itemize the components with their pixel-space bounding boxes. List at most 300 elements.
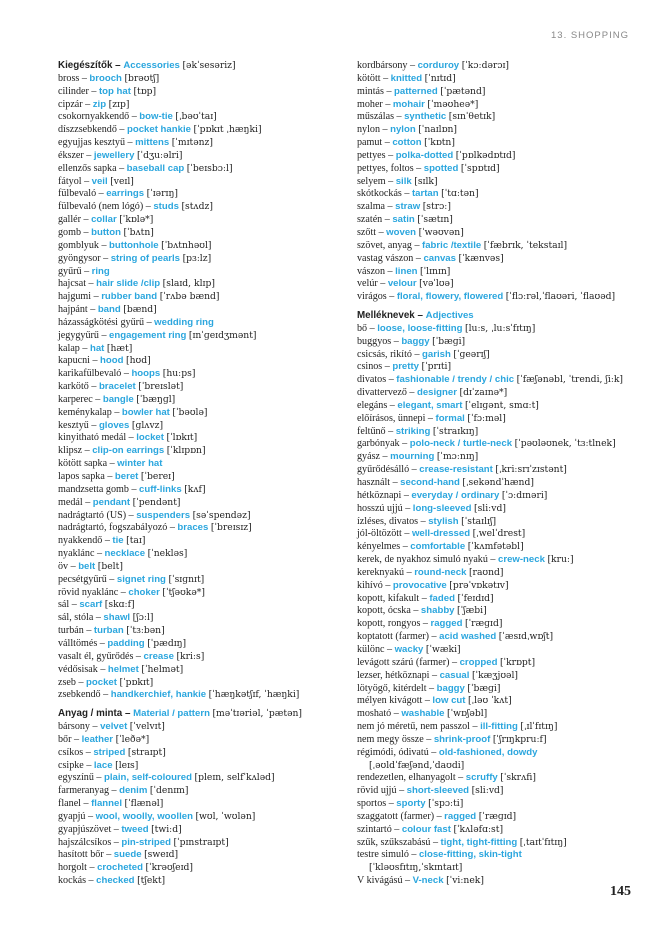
separator-dash: – xyxy=(428,746,439,758)
separator-dash: – xyxy=(83,149,94,161)
hungarian-term: zsebkendő xyxy=(58,689,101,701)
separator-dash: – xyxy=(418,515,429,527)
pronunciation: [ˈsætɪn] xyxy=(417,214,453,226)
page-number: 145 xyxy=(610,884,631,899)
english-term: casual xyxy=(439,669,470,681)
pronunciation: [ʃɔːl] xyxy=(132,612,154,624)
english-term: crocheted xyxy=(97,862,143,874)
english-term: studs xyxy=(153,201,179,213)
hungarian-term: medál xyxy=(58,496,83,508)
english-term: Accessories xyxy=(123,60,180,71)
vocab-entry xyxy=(58,73,350,86)
english-term: ring xyxy=(91,265,110,277)
hungarian-term: ékszer xyxy=(58,149,84,161)
english-term: flannel xyxy=(91,798,122,810)
pronunciation: [ˈleðə*] xyxy=(115,733,150,745)
hungarian-term: hétköznapi xyxy=(357,489,402,501)
vocab-entry xyxy=(58,253,350,266)
vocab-entry xyxy=(58,124,350,137)
vocab-entry xyxy=(58,227,350,240)
vocab-entry xyxy=(357,683,649,696)
separator-dash: – xyxy=(97,637,108,649)
english-term: loose, loose-fitting xyxy=(377,322,463,334)
vocab-entry xyxy=(58,651,350,664)
pronunciation: [hʊd] xyxy=(126,355,151,367)
english-term: leather xyxy=(81,733,114,745)
separator-dash: – xyxy=(86,862,98,874)
english-term: tight, tight-fitting xyxy=(440,836,518,848)
separator-dash: – xyxy=(409,464,420,476)
vocab-entry xyxy=(357,73,649,86)
separator-dash: – xyxy=(125,137,136,149)
separator-dash: – xyxy=(89,721,101,733)
pronunciation: [prəˈvɒkətɪv] xyxy=(449,579,509,591)
pronunciation: [ˈməʊheə*] xyxy=(427,98,479,110)
pronunciation: [ˈkænvəs] xyxy=(458,252,504,264)
vocab-entry xyxy=(357,528,649,541)
pronunciation: [raʊnd] xyxy=(468,566,504,578)
vocab-entry xyxy=(58,176,350,189)
separator-dash: – xyxy=(487,554,498,566)
pronunciation: [hæt] xyxy=(106,342,133,354)
hungarian-term: feltűnő xyxy=(357,425,386,437)
hungarian-term: Melléknevek xyxy=(357,310,415,322)
english-term: pocket hankie xyxy=(126,124,191,136)
english-term: handkerchief, hankie xyxy=(110,689,207,701)
separator-dash: – xyxy=(420,618,431,630)
vocab-entry xyxy=(58,471,350,484)
separator-dash: – xyxy=(82,445,93,457)
english-term: crease-resistant xyxy=(419,464,493,476)
hungarian-term: keménykalap xyxy=(58,406,112,418)
english-term: fabric /textile xyxy=(422,239,482,251)
vocab-entry xyxy=(58,458,350,471)
english-term: striped xyxy=(93,746,126,758)
separator-dash: – xyxy=(144,316,155,328)
hungarian-term: kordbársony xyxy=(357,60,408,71)
separator-dash: – xyxy=(81,226,92,238)
vocab-entry xyxy=(58,587,350,600)
hungarian-term: pamut xyxy=(357,137,383,149)
hungarian-term: gyapjú xyxy=(58,810,86,822)
vocab-entry xyxy=(58,625,350,638)
hungarian-term: csipke xyxy=(58,759,84,771)
vocab-entry xyxy=(357,176,649,189)
pronunciation: [ˈkɒlə*] xyxy=(119,214,154,226)
vocab-entry xyxy=(58,214,350,227)
english-term: cuff-links xyxy=(139,483,182,495)
pronunciation: [ˈfæʃənəbl, ˈtrendi, ʃiːk] xyxy=(516,374,624,386)
hungarian-term: fülbevaló (nem lógó) xyxy=(58,201,144,213)
hungarian-term: előírásos, ünnepi xyxy=(357,412,426,424)
hungarian-term: nyaklánc xyxy=(58,548,95,560)
pronunciation: [sliːvd] xyxy=(471,785,504,797)
pronunciation: [əkˈsesəriz] xyxy=(182,60,236,71)
vocab-entry xyxy=(357,580,649,593)
hungarian-term: lezser, hétköznapi xyxy=(357,669,430,681)
vocab-entry xyxy=(58,484,350,497)
separator-dash: – xyxy=(386,798,397,810)
separator-dash: – xyxy=(413,252,424,264)
english-term: sporty xyxy=(396,798,426,810)
pronunciation: [ˈræɡɪd] xyxy=(465,618,503,630)
hungarian-term: Anyag / minta xyxy=(58,708,123,720)
separator-dash: – xyxy=(419,592,430,604)
vocab-entry xyxy=(357,605,649,618)
pronunciation: [pleɪn, selfˈkʌləd] xyxy=(194,772,275,784)
pronunciation: [ˈpəʊləʊnek, ˈtɜːtlnek] xyxy=(514,438,616,450)
hungarian-term: válltömés xyxy=(58,637,98,649)
pronunciation: [belt] xyxy=(97,560,123,572)
english-term: pendant xyxy=(92,496,131,508)
pronunciation: [ˌwelˈdrest] xyxy=(472,528,526,540)
hungarian-term: használt xyxy=(357,477,391,488)
separator-dash: – xyxy=(85,810,96,822)
english-term: mittens xyxy=(135,137,170,149)
english-term: shrink-proof xyxy=(433,733,491,745)
hungarian-term: kereknyakú xyxy=(357,566,405,578)
separator-dash: – xyxy=(391,823,402,835)
separator-dash: – xyxy=(96,188,107,200)
hungarian-term: fülbevaló xyxy=(58,188,97,200)
english-term: pin-striped xyxy=(121,836,171,848)
hungarian-term: selyem xyxy=(357,175,386,187)
separator-dash: – xyxy=(411,239,423,251)
separator-dash: – xyxy=(87,304,98,316)
hungarian-term: öv xyxy=(58,560,69,572)
separator-dash: – xyxy=(116,162,127,174)
separator-dash: – xyxy=(93,772,104,784)
hungarian-term: szatén xyxy=(357,214,383,226)
separator-dash: – xyxy=(100,689,111,701)
separator-dash: – xyxy=(383,85,395,97)
hungarian-term: csicsás, rikító xyxy=(357,348,412,360)
separator-dash: – xyxy=(385,265,396,277)
pronunciation: [ˈklɪpɒn] xyxy=(166,445,206,457)
separator-dash: – xyxy=(104,471,115,482)
hungarian-term: vastag vászon xyxy=(357,252,414,264)
separator-dash: – xyxy=(429,669,440,681)
vocab-entry xyxy=(58,111,350,124)
pronunciation: [ˈpɒkɪt ˌhæŋki] xyxy=(193,124,262,136)
hungarian-term: moher xyxy=(357,98,383,110)
english-term: ill-fitting xyxy=(480,721,518,733)
separator-dash: – xyxy=(469,721,481,733)
hungarian-term: karkötő xyxy=(58,381,89,393)
separator-dash: – xyxy=(386,291,397,303)
separator-dash: – xyxy=(430,836,441,848)
hungarian-term: kerek, de nyakhoz simuló nyakú xyxy=(357,554,488,566)
vocab-entry xyxy=(357,567,649,580)
pronunciation: [ˈviːnek] xyxy=(446,875,484,887)
separator-dash: – xyxy=(391,335,402,347)
pronunciation: [ˈʃæbi] xyxy=(457,605,487,617)
english-term: acid washed xyxy=(439,631,497,643)
hungarian-term: kopott, ócska xyxy=(357,605,411,617)
separator-dash: – xyxy=(382,214,393,226)
separator-dash: – xyxy=(167,522,178,534)
vocab-entry xyxy=(58,747,350,760)
english-term: band xyxy=(97,304,121,316)
english-term: formal xyxy=(435,412,465,424)
pronunciation: [ˈæsɪdˌwɒʃt] xyxy=(498,631,554,643)
hungarian-term: zseb xyxy=(58,676,76,688)
english-term: baggy xyxy=(401,335,430,347)
hungarian-term: szűk, szűkszabású xyxy=(357,836,431,848)
separator-dash: – xyxy=(81,175,92,187)
separator-dash: – xyxy=(385,149,396,161)
hungarian-term: gomb xyxy=(58,226,81,238)
english-term: scruffy xyxy=(465,772,498,784)
separator-dash: – xyxy=(384,643,395,655)
pronunciation: [ˈtɜːbən] xyxy=(126,625,165,637)
english-term: provocative xyxy=(392,579,447,591)
vocab-entry xyxy=(58,330,350,343)
separator-dash: – xyxy=(422,695,433,707)
vocab-entry xyxy=(58,150,350,163)
hungarian-term: hajpánt xyxy=(58,304,88,316)
english-term: top hat xyxy=(98,85,131,97)
vocab-entry xyxy=(357,86,649,99)
vocab-entry xyxy=(357,137,649,150)
pronunciation: [ˈstraɪkɪŋ] xyxy=(432,425,479,437)
pronunciation: [ˈbeɪsbɔːl] xyxy=(186,162,233,174)
pronunciation: [leɪs] xyxy=(115,759,139,771)
english-term: hoops xyxy=(131,368,161,380)
vocab-entry xyxy=(58,317,350,330)
separator-dash: – xyxy=(91,291,102,303)
separator-dash: – xyxy=(68,560,79,572)
vocab-entry xyxy=(357,875,649,888)
english-term: fashionable / trendy / chic xyxy=(396,374,515,386)
hungarian-term: pecsétgyűrű xyxy=(58,573,107,585)
vocab-entry xyxy=(357,266,649,279)
english-term: baseball cap xyxy=(126,162,185,174)
vocab-entry xyxy=(357,644,649,657)
hungarian-term: ízléses, divatos xyxy=(357,515,419,527)
vocab-entry xyxy=(58,772,350,785)
separator-dash: – xyxy=(102,535,113,547)
english-term: suede xyxy=(113,849,142,861)
pronunciation: [brəʊtʃ] xyxy=(124,72,160,84)
separator-dash: – xyxy=(80,798,92,810)
vocab-entry xyxy=(357,798,649,811)
hungarian-term: testre simuló xyxy=(357,849,409,861)
english-term: helmet xyxy=(107,663,139,675)
vocab-entry xyxy=(357,618,649,631)
vocab-entry xyxy=(58,535,350,548)
vocab-entry xyxy=(58,304,350,317)
vocab-entry xyxy=(357,426,649,439)
hungarian-term: szintartó xyxy=(357,823,392,835)
english-term: locket xyxy=(136,432,164,444)
hungarian-term: csokornyakkendő xyxy=(58,111,130,123)
english-term: baggy xyxy=(436,682,465,694)
english-term: old-fashioned, dowdy xyxy=(438,746,538,758)
vocab-entry xyxy=(357,657,649,670)
vocab-entry xyxy=(58,548,350,561)
separator-dash: – xyxy=(129,111,140,123)
english-term: hat xyxy=(89,342,105,354)
english-term: signet ring xyxy=(116,573,166,585)
hungarian-term: gyöngysor xyxy=(58,252,101,264)
vocab-entry xyxy=(357,849,649,862)
vocab-entry xyxy=(357,708,649,721)
separator-dash: – xyxy=(82,98,93,110)
pronunciation: [dɪˈzaɪnə*] xyxy=(459,387,508,399)
pronunciation: [ˌkriːsrɪˈzɪstənt] xyxy=(495,464,567,476)
chapter-header: 13. SHOPPING xyxy=(551,30,629,41)
pronunciation: [ˈfɔːməl] xyxy=(467,412,506,424)
english-term: bracelet xyxy=(98,381,136,393)
vocab-entry xyxy=(357,99,649,112)
english-term: nylon xyxy=(390,124,416,136)
hungarian-term: rövid ujjú xyxy=(357,785,397,797)
hungarian-term: pettyes xyxy=(357,149,386,161)
separator-dash: – xyxy=(79,72,90,84)
hungarian-term: mintás xyxy=(357,85,384,97)
separator-dash: – xyxy=(94,548,105,560)
english-term: well-dressed xyxy=(411,528,471,540)
english-term: padding xyxy=(107,637,145,649)
hungarian-term: kinyitható medál xyxy=(58,432,127,444)
vocab-entry xyxy=(58,689,350,702)
vocab-entry xyxy=(357,278,649,291)
english-term: denim xyxy=(119,785,148,797)
english-term: second-hand xyxy=(400,477,460,488)
hungarian-term: házasságkötési gyűrű xyxy=(58,316,145,328)
separator-dash: – xyxy=(414,310,426,322)
hungarian-term: buggyos xyxy=(357,335,392,347)
pronunciation: [ˌləʊ ˈkʌt] xyxy=(468,695,512,707)
pronunciation: [ˈbʌtn] xyxy=(123,226,154,238)
pronunciation: [ˈspɔːti] xyxy=(428,798,464,810)
pronunciation: [huːps] xyxy=(162,368,196,380)
separator-dash: – xyxy=(402,875,413,887)
hungarian-term: gyász xyxy=(357,451,380,463)
english-term: straw xyxy=(395,201,421,213)
separator-dash: – xyxy=(121,368,132,380)
vocab-entry xyxy=(58,798,350,811)
english-term: wedding ring xyxy=(154,316,214,328)
vocab-entry xyxy=(357,477,649,490)
separator-dash: – xyxy=(83,759,94,771)
english-term: pocket xyxy=(86,676,117,688)
hungarian-term: virágos xyxy=(357,291,387,303)
english-term: synthetic xyxy=(404,111,447,123)
english-term: bow-tie xyxy=(139,111,173,123)
pronunciation: [ˈpɒkɪt] xyxy=(119,676,154,688)
vocab-entry xyxy=(58,561,350,574)
hungarian-term: turbán xyxy=(58,625,84,637)
hungarian-term: egyszínű xyxy=(58,772,94,784)
hungarian-term: kötött xyxy=(357,72,381,84)
english-term: rubber band xyxy=(101,291,158,303)
separator-dash: – xyxy=(89,355,101,367)
english-term: jewellery xyxy=(93,149,135,161)
vocab-entry xyxy=(58,721,350,734)
hungarian-term: mandzsetta gomb xyxy=(58,483,129,495)
english-term: turban xyxy=(93,625,124,637)
hungarian-term: nem jó méretű, nem passzol xyxy=(357,721,470,733)
vocab-entry xyxy=(58,394,350,407)
separator-dash: – xyxy=(434,810,445,822)
hungarian-term: hajgumi xyxy=(58,291,92,303)
english-term: crease xyxy=(143,650,174,662)
pronunciation: [ˈlɪnɪn] xyxy=(420,265,451,277)
hungarian-term: hajszálcsíkos xyxy=(58,836,112,848)
separator-dash: – xyxy=(128,483,140,495)
pronunciation: [ˈkɒtn] xyxy=(424,137,455,149)
separator-dash: – xyxy=(401,188,412,200)
hungarian-term: gyűrű xyxy=(58,265,82,277)
separator-dash: – xyxy=(406,387,417,399)
english-term: braces xyxy=(177,522,209,534)
hungarian-term: mosható xyxy=(357,708,392,720)
english-term: cotton xyxy=(392,137,422,149)
pronunciation: [tʃekt] xyxy=(137,875,166,887)
separator-dash: – xyxy=(401,489,412,501)
pronunciation: [ˈnaɪlɒn] xyxy=(418,124,457,136)
hungarian-term: kötött sapka xyxy=(58,458,108,470)
english-term: comfortable xyxy=(410,541,466,553)
separator-dash: – xyxy=(97,663,108,675)
vocab-entry xyxy=(357,387,649,400)
hungarian-term: divattervező xyxy=(357,387,407,399)
vocab-entry xyxy=(357,747,649,760)
vocab-entry xyxy=(58,381,350,394)
vocab-entry xyxy=(58,522,350,535)
pronunciation: [bænd] xyxy=(123,304,157,316)
english-term: mourning xyxy=(390,451,435,463)
pronunciation: [ˈflænəl] xyxy=(124,798,164,810)
vocab-entry xyxy=(58,574,350,587)
pronunciation: [ˈspɒtɪd] xyxy=(460,162,500,174)
vocab-entry xyxy=(58,599,350,612)
vocab-entry xyxy=(357,862,649,875)
english-term: round-neck xyxy=(414,566,467,578)
english-term: polka-dotted xyxy=(395,149,454,161)
vocab-entry xyxy=(357,811,649,824)
vocab-entry xyxy=(58,862,350,875)
separator-dash: – xyxy=(402,502,413,514)
separator-dash: – xyxy=(382,98,393,110)
separator-dash: – xyxy=(426,682,437,694)
hungarian-term: koptatott (farmer) xyxy=(357,631,430,643)
vocab-entry xyxy=(357,163,649,176)
english-term: winter hat xyxy=(117,458,163,470)
hungarian-term: szaggatott (farmer) xyxy=(357,810,435,822)
vocab-entry xyxy=(58,343,350,356)
separator-dash: – xyxy=(83,746,94,758)
english-term: tweed xyxy=(121,823,149,835)
pronunciation: [ˈpɪnstraɪpt] xyxy=(173,836,229,848)
pronunciation: [ˌəʊldˈfæʃənd,ˈdaʊdi] xyxy=(369,759,465,771)
separator-dash: – xyxy=(88,85,99,97)
pronunciation: [ˈʃrɪŋkpruːf] xyxy=(492,733,547,745)
separator-dash: – xyxy=(80,214,92,226)
hungarian-term: lötyögő, kitérdelt xyxy=(357,682,427,694)
vocab-entry xyxy=(357,734,649,747)
pronunciation: [ˈɔːdɪnəri] xyxy=(501,489,548,501)
english-term: suspenders xyxy=(136,509,191,521)
vocab-entry xyxy=(58,163,350,176)
pronunciation: [sɪlk] xyxy=(414,175,438,187)
separator-dash: – xyxy=(390,477,401,488)
english-term: knitted xyxy=(390,72,423,84)
hungarian-term: sál xyxy=(58,599,70,611)
pronunciation: [ˈnekləs] xyxy=(147,548,188,560)
